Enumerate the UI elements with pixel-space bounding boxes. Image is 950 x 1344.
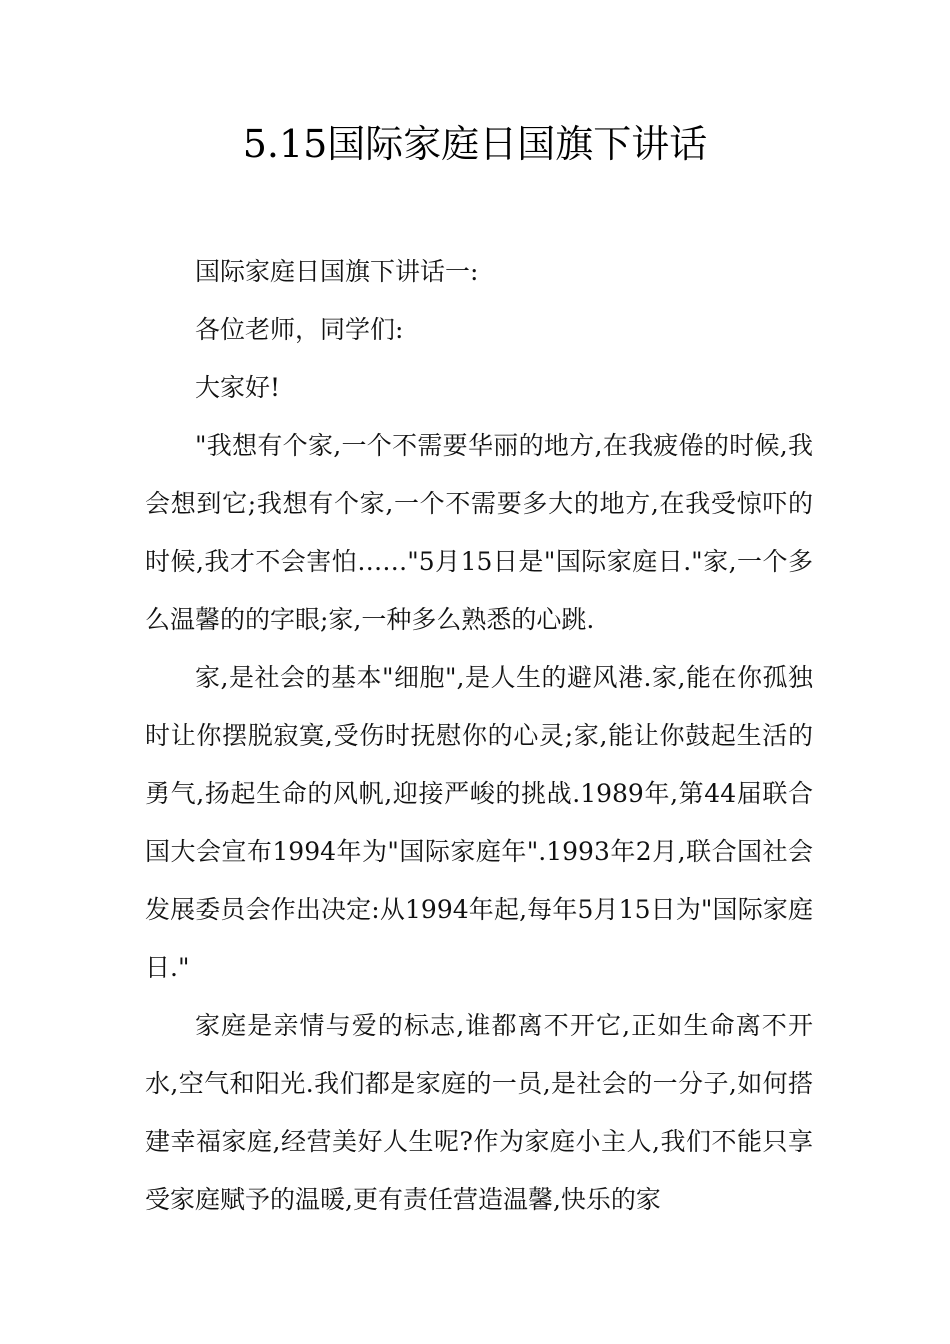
paragraph-heading: 国际家庭日国旗下讲话一: xyxy=(195,257,479,286)
paragraph-salutation: 各位老师，同学们: xyxy=(195,315,404,344)
document-title: 5.15国际家庭日国旗下讲话 xyxy=(242,122,708,166)
paragraph-3: 家庭是亲情与爱的标志,谁都离不开它,正如生命离不开水,空气和阳光.我们都是家庭的一员,是社会的一分子,如何搭建幸福家庭,经营美好人生呢?作为家庭小主人,我们不能只享受家庭赋予的温暖,更有责任营造温馨,快乐的家 xyxy=(145,1011,813,1214)
paragraph-1: "我想有个家,一个不需要华丽的地方,在我疲倦的时候,我会想到它;我想有个家,一个不需要多大的地方,在我受惊吓的时候,我才不会害怕……"5月15日是"国际家庭日."家,一个多么温馨的的字眼;家,一种多么熟悉的心跳. xyxy=(145,431,813,634)
paragraph-2: 家,是社会的基本"细胞",是人生的避风港.家,能在你孤独时让你摆脱寂寞,受伤时抚慰你的心灵;家,能让你鼓起生活的勇气,扬起生命的风帆,迎接严峻的挑战.1989年,第44届联合国大会宣布1994年为"国际家庭年".1993年2月,联合国社会发展委员会作出决定:从1994年起,每年5月15日为"国际家庭日." xyxy=(145,663,813,982)
paragraph-greeting: 大家好! xyxy=(195,373,281,402)
document-body xyxy=(145,243,813,1229)
